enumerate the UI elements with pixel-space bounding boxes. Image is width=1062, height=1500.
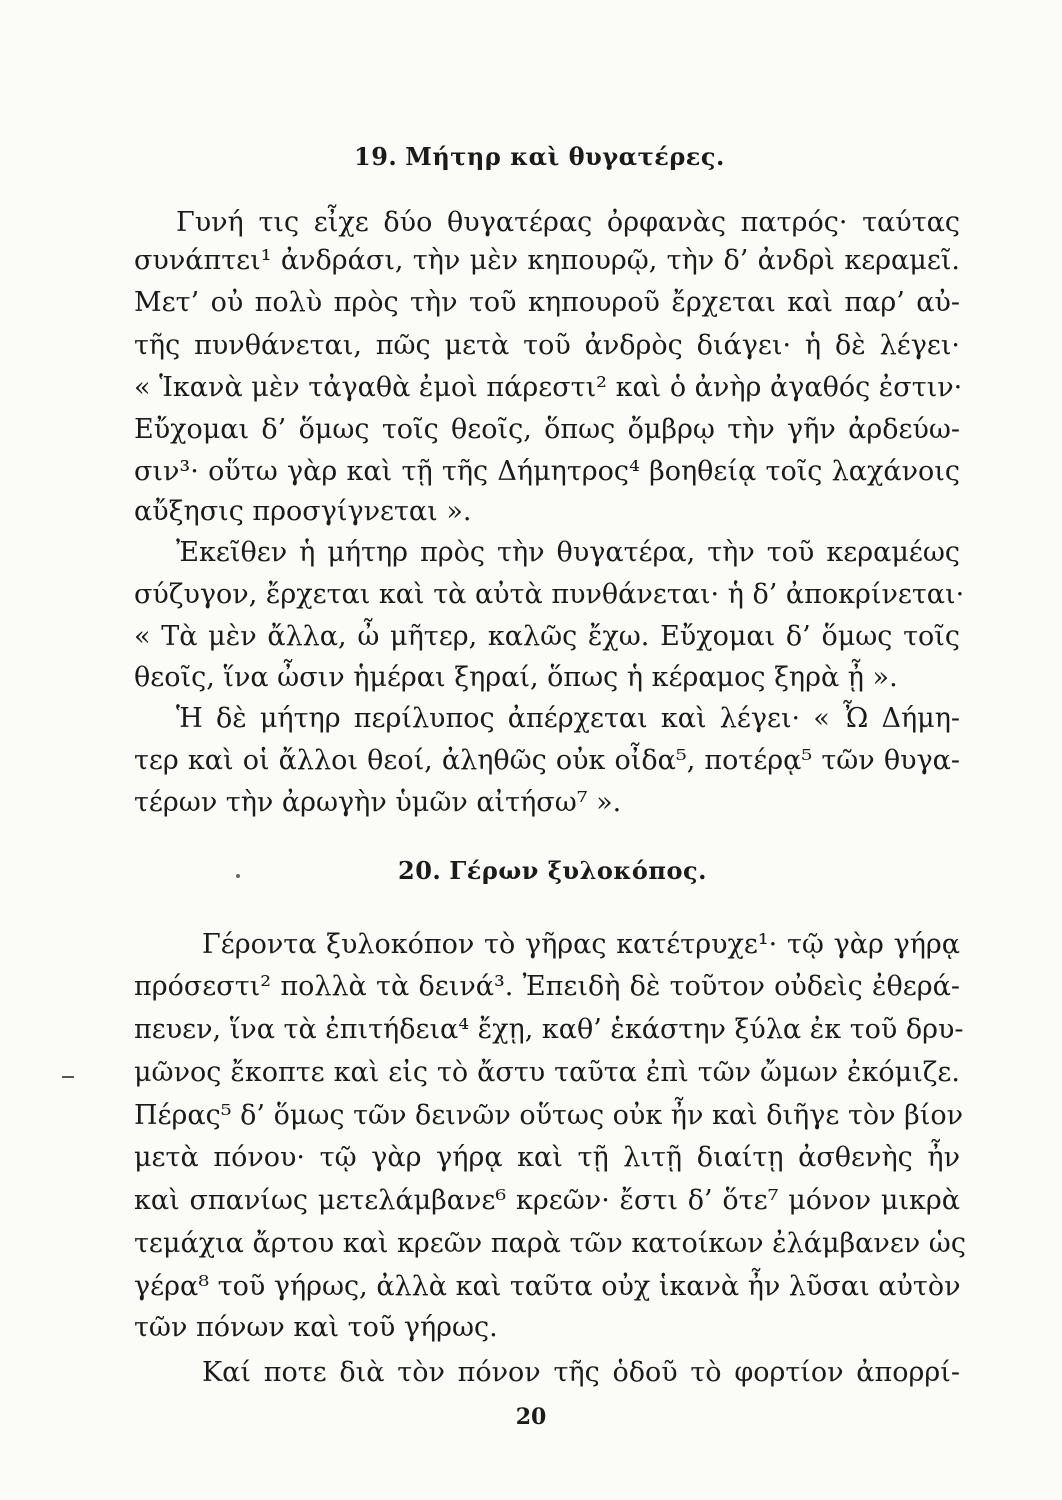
- text-line: μετὰ πόνου· τῷ γὰρ γήρᾳ καὶ τῇ λιτῇ διαίτῃ ἀσθενὴς ἦν: [134, 1142, 960, 1173]
- text-line: πρόσεστι² πολλὰ τὰ δεινά³. Ἐπειδὴ δὲ τοῦτον οὐδεὶς ἐθερά-: [134, 971, 960, 1002]
- text-line: Εὔχομαι δ’ ὅμως τοῖς θεοῖς, ὅπως ὄμβρῳ τὴν γῆν ἀρδεύω-: [134, 414, 960, 445]
- text-line: Μετ’ οὐ πολὺ πρὸς τὴν τοῦ κηπουροῦ ἔρχεται καὶ παρ’ αὐ-: [134, 287, 960, 318]
- section-19-heading: [354, 142, 725, 171]
- text-line: Πέρας⁵ δ’ ὅμως τῶν δεινῶν οὕτως οὐκ ἦν καὶ διῆγε τὸν βίον: [134, 1100, 963, 1131]
- text-line: Ἡ δὲ μήτηρ περίλυπος ἀπέρχεται καὶ λέγει· « Ὦ Δήμη-: [176, 703, 960, 734]
- text-line: Καί ποτε διὰ τὸν πόνον τῆς ὁδοῦ τὸ φορτίον ἀπορρί-: [202, 1357, 960, 1388]
- section-20-heading: [398, 856, 707, 885]
- text-line: τέρων τὴν ἀρωγὴν ὑμῶν αἰτήσω⁷ ».: [134, 787, 622, 818]
- text-line: μῶνος ἔκοπτε καὶ εἰς τὸ ἄστυ ταῦτα ἐπὶ τῶν ὤμων ἐκόμιζε.: [134, 1057, 960, 1088]
- section-19-number: 19.: [354, 142, 398, 171]
- margin-dash-mark: [62, 1076, 74, 1078]
- section-20-number: 20.: [398, 856, 442, 885]
- text-line: σύζυγον, ἔρχεται καὶ τὰ αὐτὰ πυνθάνεται· ἡ δ’ ἀποκρίνεται·: [134, 579, 965, 610]
- text-line: « Τὰ μὲν ἄλλα, ὦ μῆτερ, καλῶς ἔχω. Εὔχομαι δ’ ὅμως τοῖς: [134, 621, 960, 652]
- text-line: τεμάχια ἄρτου καὶ κρεῶν παρὰ τῶν κατοίκων ἐλάμβανεν ὡς: [134, 1228, 966, 1259]
- text-line: θεοῖς, ἵνα ὦσιν ἡμέραι ξηραί, ὅπως ἡ κέραμος ξηρὰ ᾖ ».: [134, 662, 898, 693]
- text-line: « Ἱκανὰ μὲν τἀγαθὰ ἐμοὶ πάρεστι² καὶ ὁ ἀνὴρ ἀγαθός ἐστιν·: [134, 372, 963, 403]
- text-line: σιν³· οὕτω γὰρ καὶ τῇ τῆς Δήμητρος⁴ βοηθείᾳ τοῖς λαχάνοις: [134, 456, 960, 487]
- text-line: Ἐκεῖθεν ἡ μήτηρ πρὸς τὴν θυγατέρα, τὴν τοῦ κεραμέως: [176, 537, 960, 568]
- stray-dot-mark: [236, 874, 240, 878]
- section-20-title: Γέρων ξυλοκόπος.: [449, 856, 707, 885]
- text-line: τερ καὶ οἱ ἄλλοι θεοί, ἀληθῶς οὐκ οἶδα⁵, ποτέρᾳ⁵ τῶν θυγα-: [134, 745, 960, 776]
- page-number: 20: [515, 1404, 547, 1430]
- text-line: γέρα⁸ τοῦ γήρως, ἀλλὰ καὶ ταῦτα οὐχ ἱκανὰ ἦν λῦσαι αὐτὸν: [134, 1271, 961, 1302]
- text-line: συνάπτει¹ ἀνδράσι, τὴν μὲν κηπουρῷ, τὴν δ’ ἀνδρὶ κεραμεῖ.: [134, 245, 960, 276]
- text-line: πευεν, ἵνα τὰ ἐπιτήδεια⁴ ἔχῃ, καθ’ ἑκάστην ξύλα ἐκ τοῦ δρυ-: [134, 1014, 964, 1045]
- text-line: καὶ σπανίως μετελάμβανε⁶ κρεῶν· ἔστι δ’ ὅτε⁷ μόνον μικρὰ: [134, 1185, 960, 1216]
- text-line: Γυνή τις εἶχε δύο θυγατέρας ὀρφανὰς πατρός· ταύτας: [176, 207, 960, 238]
- text-line: τῆς πυνθάνεται, πῶς μετὰ τοῦ ἀνδρὸς διάγει· ἡ δὲ λέγει·: [134, 330, 960, 361]
- text-line: τῶν πόνων καὶ τοῦ γήρως.: [134, 1312, 498, 1343]
- text-line: Γέροντα ξυλοκόπον τὸ γῆρας κατέτρυχε¹· τῷ γὰρ γήρᾳ: [202, 929, 960, 960]
- text-line: αὔξησις προσγίγνεται ».: [134, 496, 472, 527]
- section-19-title: Μήτηρ καὶ θυγατέρες.: [405, 142, 725, 171]
